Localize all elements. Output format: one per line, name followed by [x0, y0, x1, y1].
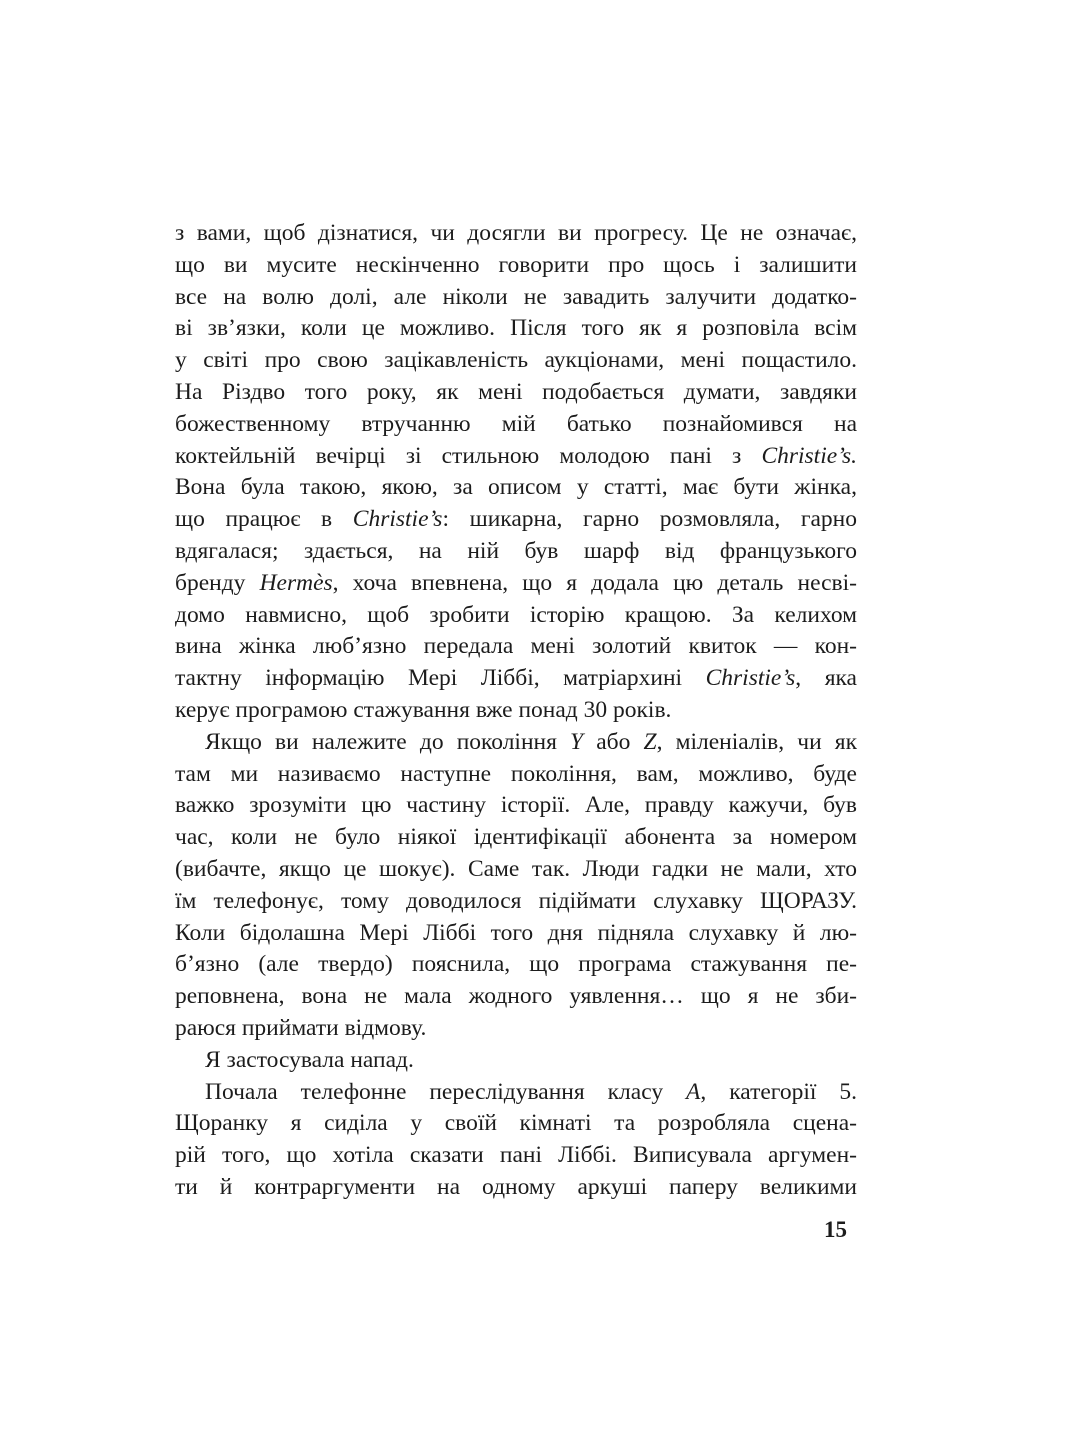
italic-text-run: Hermès: [259, 569, 333, 596]
text-line: [175, 949, 857, 981]
text-line: [175, 1172, 857, 1204]
text-line: [175, 695, 857, 727]
text-line: [175, 218, 857, 250]
text-line: [175, 663, 857, 695]
text-run: бренду: [175, 569, 260, 596]
text-run: ві зв’язки, коли це можливо. Після того як я розповіла всім: [175, 315, 857, 342]
text-line: [175, 472, 857, 504]
text-run: Коли бідолашна Мері Ліббі того дня підняла слухавку й лю-: [175, 919, 857, 946]
text-line: [175, 568, 857, 600]
text-run: Почала телефонне переслідування класу: [205, 1078, 687, 1105]
italic-text-run: Christie’s: [352, 506, 443, 533]
text-run: там ми називаємо наступне покоління, вам, можливо, буде: [175, 760, 857, 787]
italic-text-run: Y: [570, 728, 584, 755]
text-run: вина жінка люб’язно передала мені золотий квиток — кон-: [175, 633, 857, 660]
text-run: (вибачте, якщо це шокує). Саме так. Люди гадки не мали, хто: [175, 855, 857, 882]
text-line: [175, 759, 857, 791]
text-run: : шикарна, гарно розмовляла, гарно: [442, 506, 857, 533]
text-run: керує програмою стажування вже понад 30 років.: [175, 696, 672, 723]
text-line: [175, 1140, 857, 1172]
text-run: домо навмисно, щоб зробити історію кращою. За келихом: [175, 601, 857, 628]
text-line: [175, 504, 857, 536]
text-run: ти й контраргументи на одному аркуші паперу великими: [175, 1173, 857, 1200]
text-line: [175, 409, 857, 441]
text-run: Щоранку я сиділа у своїй кімнаті та розробляла сцена-: [175, 1110, 857, 1137]
text-line: [175, 1108, 857, 1140]
italic-text-run: А: [686, 1078, 701, 1105]
text-run: Я застосувала напад.: [205, 1046, 414, 1073]
text-run: б’язно (але твердо) пояснила, що програма стажування пе-: [175, 951, 857, 978]
text-run: важко зрозуміти цю частину історії. Але, правду кажучи, був: [175, 792, 857, 819]
text-line: [175, 250, 857, 282]
text-line: [175, 631, 857, 663]
text-block: [175, 218, 857, 1204]
text-run: коктейльній вечірці зі стильною молодою пані з: [175, 442, 762, 469]
text-line: [175, 822, 857, 854]
text-line: [175, 377, 857, 409]
italic-text-run: Z: [643, 728, 657, 755]
text-run: , яка: [795, 665, 857, 692]
text-run: що працює в: [175, 506, 353, 533]
text-run: , хоча впевнена, що я додала цю деталь несві-: [332, 569, 857, 596]
text-line: [175, 282, 857, 314]
text-run: На Різдво того року, як мені подобається думати, завдяки: [175, 378, 857, 405]
text-line: [175, 886, 857, 918]
text-line: [175, 313, 857, 345]
text-run: їм телефонує, тому доводилося підіймати слухавку ЩОРАЗУ.: [175, 887, 857, 914]
text-run: все на волю долі, але ніколи не завадить залучити додатко-: [175, 283, 857, 310]
text-line: [175, 600, 857, 632]
text-run: , категорії 5.: [700, 1078, 857, 1105]
text-run: вдягалася; здається, на ній був шарф від французького: [175, 537, 857, 564]
text-line: [175, 1013, 857, 1045]
text-line: [175, 1077, 857, 1109]
text-run: Вона була такою, якою, за описом у статті, має бути жінка,: [175, 474, 857, 501]
page-number: 15: [824, 1217, 847, 1242]
text-run: тактну інформацію Мері Ліббі, матріархині: [175, 665, 706, 692]
text-run: час, коли не було ніякої ідентифікації абонента за номером: [175, 824, 857, 851]
text-run: що ви мусите нескінченно говорити про щось і залишити: [175, 251, 857, 278]
text-line: [175, 345, 857, 377]
italic-text-run: Christie’s.: [761, 442, 857, 469]
text-run: Якщо ви належите до покоління: [205, 728, 571, 755]
text-line: [175, 981, 857, 1013]
text-line: [175, 441, 857, 473]
text-line: [175, 790, 857, 822]
text-run: раюся приймати відмову.: [175, 1014, 427, 1041]
text-run: , міленіалів, чи як: [656, 728, 857, 755]
text-run: реповнена, вона не мала жодного уявлення… що я не зби-: [175, 983, 857, 1010]
italic-text-run: Christie’s: [705, 665, 796, 692]
text-line: [175, 536, 857, 568]
text-run: або: [583, 728, 644, 755]
text-line: [175, 727, 857, 759]
text-line: [175, 918, 857, 950]
text-run: з вами, щоб дізнатися, чи досягли ви прогресу. Це не означає,: [175, 220, 857, 246]
text-line: [175, 854, 857, 886]
text-run: рій того, що хотіла сказати пані Ліббі. Виписувала аргумен-: [175, 1142, 857, 1169]
text-run: божественному втручанню мій батько познайомився на: [175, 410, 857, 437]
text-run: у світі про свою зацікавленість аукціонами, мені пощастило.: [175, 347, 857, 374]
text-line: [175, 1045, 857, 1077]
